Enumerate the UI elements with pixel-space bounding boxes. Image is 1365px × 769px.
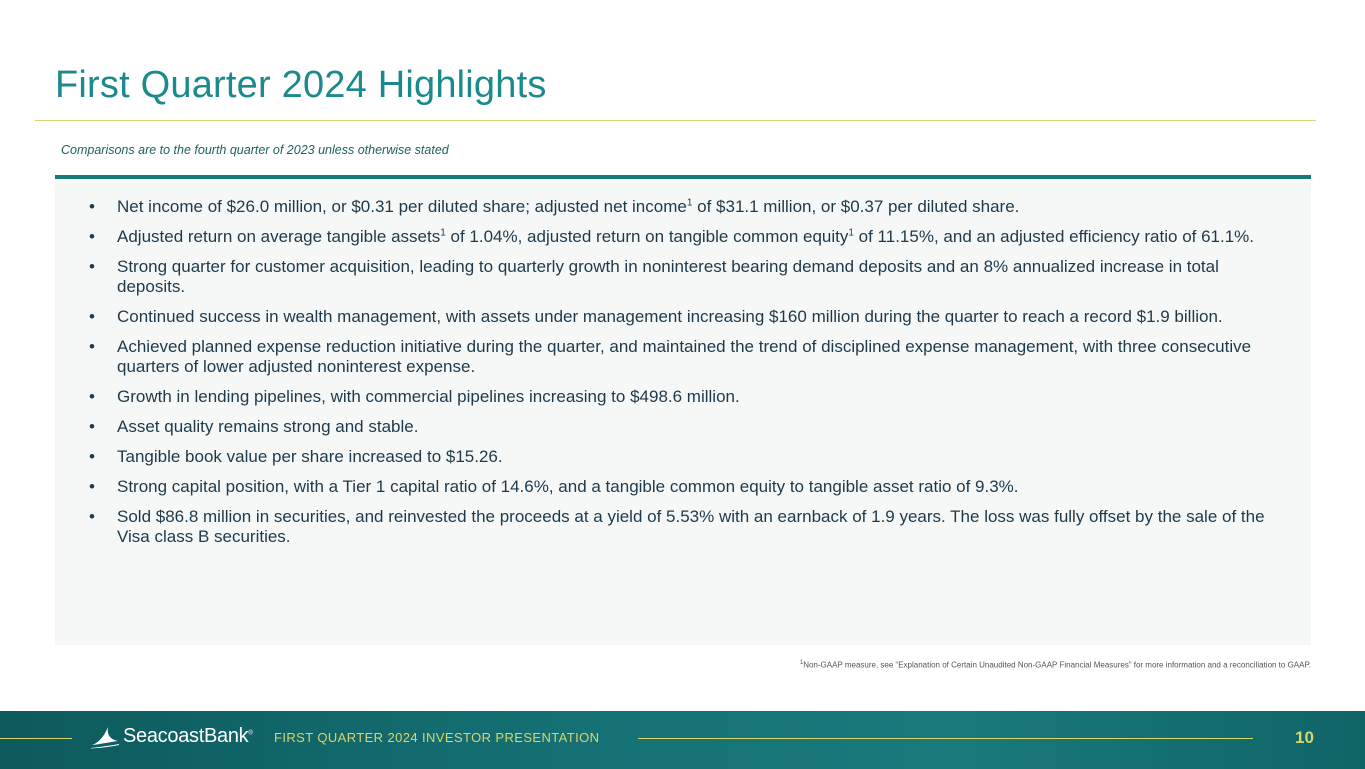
- highlight-text: Strong quarter for customer acquisition, leading to quarterly growth in noninterest bearing demand deposits and an 8% annualized increase in total deposits.: [117, 257, 1219, 296]
- highlight-text: Strong capital position, with a Tier 1 capital ratio of 14.6%, and a tangible common equity to tangible asset ratio of 9.3%.: [117, 477, 1019, 496]
- highlights-panel: [55, 175, 1311, 645]
- highlight-item: [89, 337, 1267, 377]
- bullet-marker: •: [89, 447, 95, 466]
- bullet-marker: •: [89, 227, 95, 246]
- page-title: First Quarter 2024 Highlights: [55, 64, 547, 106]
- footnote-ref: 1: [440, 227, 446, 239]
- highlight-item: [89, 507, 1267, 547]
- bullet-marker: •: [89, 307, 95, 326]
- highlight-item: [89, 417, 1267, 437]
- bullet-marker: •: [89, 387, 95, 406]
- bullet-marker: •: [89, 257, 95, 276]
- bullet-marker: •: [89, 477, 95, 496]
- logo-text: SeacoastBank: [123, 724, 249, 747]
- highlight-text: of 11.15%, and an adjusted efficiency ratio of 61.1%.: [853, 227, 1255, 246]
- bullet-marker: •: [89, 337, 95, 356]
- footnote-marker: 1: [799, 660, 804, 666]
- title-divider: [35, 120, 1316, 121]
- logo-wordmark: [123, 725, 253, 748]
- highlight-item: [89, 257, 1267, 297]
- footer-rule-right: [638, 738, 1253, 739]
- footer-rule-left: [0, 738, 72, 739]
- bullet-marker: •: [89, 197, 95, 216]
- highlight-text: Asset quality remains strong and stable.: [117, 417, 419, 436]
- highlight-text: Tangible book value per share increased to $15.26.: [117, 447, 503, 466]
- presentation-caption: FIRST QUARTER 2024 INVESTOR PRESENTATION: [274, 730, 600, 745]
- seacoast-logo: [90, 723, 253, 749]
- highlight-text: Achieved planned expense reduction initiative during the quarter, and maintained the trend of disciplined expense management, with three consecutive quarters of lower adjusted noninterest expense.: [117, 337, 1252, 376]
- highlight-text: Sold $86.8 million in securities, and reinvested the proceeds at a yield of 5.53% with an earnback of 1.9 years. The loss was fully offset by the sale of the Visa class B securities.: [117, 507, 1265, 546]
- highlight-item: [89, 387, 1267, 407]
- highlight-item: [89, 477, 1267, 497]
- highlight-text: Adjusted return on average tangible assets: [117, 227, 441, 246]
- highlight-text: Net income of $26.0 million, or $0.31 per diluted share; adjusted net income: [117, 197, 687, 216]
- registered-mark: ®: [248, 729, 253, 736]
- footnote-ref: 1: [848, 227, 854, 239]
- page-number: 10: [1295, 728, 1314, 747]
- highlight-item: [89, 227, 1267, 247]
- footnote: [800, 660, 1311, 670]
- highlight-text: Growth in lending pipelines, with commercial pipelines increasing to $498.6 million.: [117, 387, 740, 406]
- wave-icon: [90, 723, 120, 749]
- highlight-text: Continued success in wealth management, with assets under management increasing $160 million during the quarter to reach a record $1.9 billion.: [117, 307, 1223, 326]
- footnote-ref: 1: [686, 197, 693, 209]
- highlight-text: of $31.1 million, or $0.37 per diluted share.: [692, 197, 1020, 216]
- bullet-marker: •: [89, 507, 95, 526]
- highlight-item: [89, 197, 1267, 217]
- footnote-text: Non-GAAP measure, see “Explanation of Certain Unaudited Non-GAAP Financial Measures” for more information and a reconciliation to GAAP.: [803, 660, 1311, 670]
- highlight-text: of 1.04%, adjusted return on tangible common equity: [445, 227, 849, 246]
- comparison-note: Comparisons are to the fourth quarter of 2023 unless otherwise stated: [61, 143, 449, 157]
- bullet-marker: •: [89, 417, 95, 436]
- footer-bar: [0, 711, 1365, 769]
- highlight-item: [89, 447, 1267, 467]
- highlights-list: [55, 179, 1311, 547]
- highlight-item: [89, 307, 1267, 327]
